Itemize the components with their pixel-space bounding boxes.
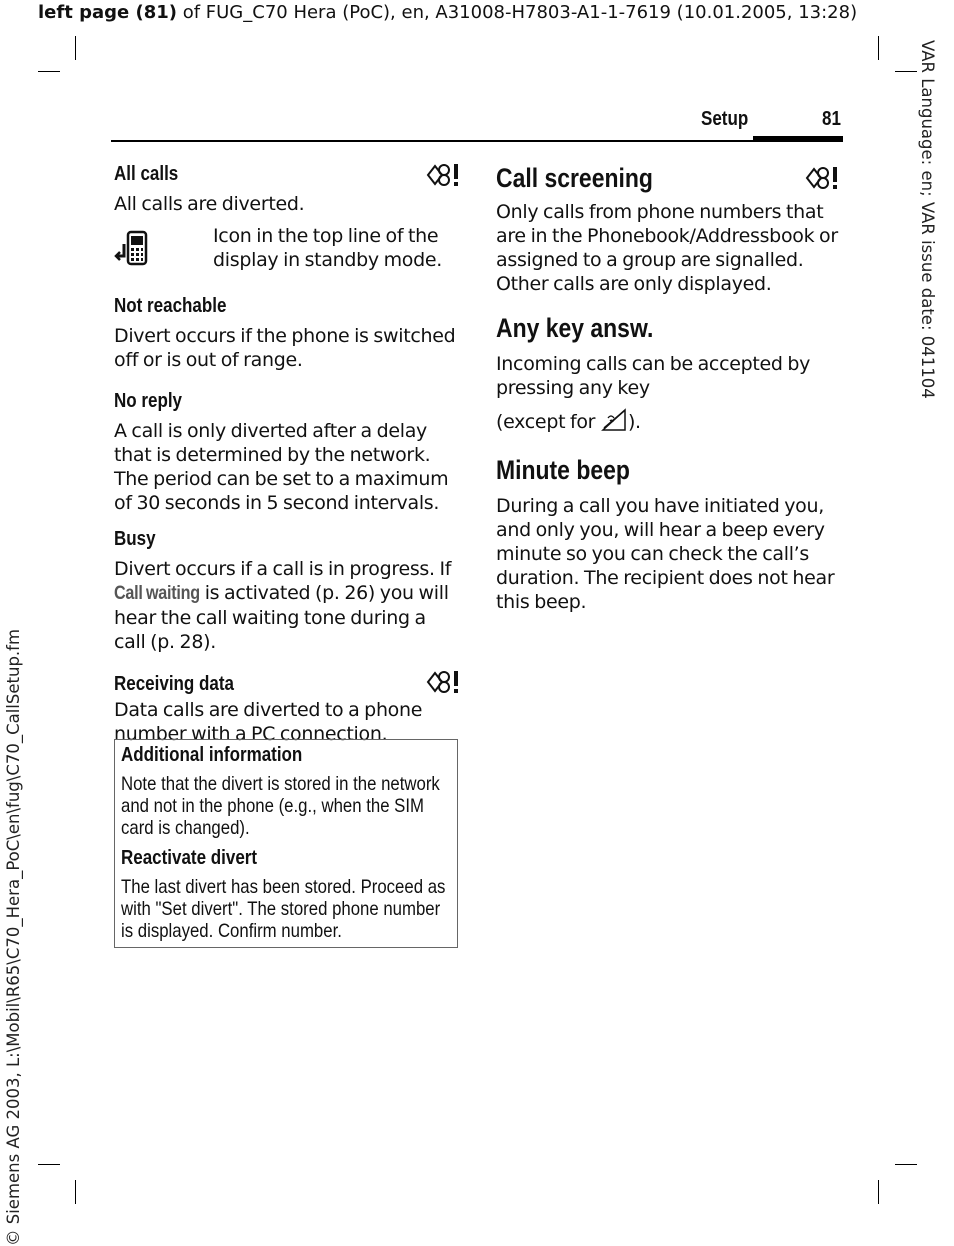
- call-screening-section: [496, 160, 841, 200]
- all-calls-heading: All calls: [114, 163, 179, 185]
- crop-mark: [895, 1164, 917, 1165]
- crop-mark: [75, 1180, 76, 1204]
- file-info-line: [38, 2, 857, 23]
- file-info-bold: left page (81): [38, 2, 177, 23]
- not-reachable-heading: Not reachable: [114, 295, 227, 317]
- right-column: [496, 160, 841, 614]
- section-title: Setup: [701, 108, 749, 130]
- network-service-icon: [426, 669, 460, 699]
- header-rule: [111, 140, 843, 142]
- copyright-path: © Siemens AG 2003, L:\Mobil\R65\C70_Hera_PoC\en\fug\C70_CallSetup.fm: [4, 628, 23, 1246]
- additional-info-box: [114, 739, 458, 948]
- crop-mark: [878, 36, 879, 60]
- no-reply-heading: No reply: [114, 390, 183, 412]
- file-info-rest: of FUG_C70 Hera (PoC), en, A31008-H7803-A1-1-7619 (10.01.2005, 13:28): [176, 2, 858, 23]
- call-screening-text: Only calls from phone numbers that are in the Phonebook/Addressbook or assigned to a group are signalled. Other calls are only displayed.: [496, 201, 838, 295]
- receiving-data-section: [114, 666, 460, 696]
- page-number: 81: [822, 108, 841, 130]
- busy-text-before: Divert occurs if a call is in progress. If: [114, 558, 452, 580]
- minute-beep-heading: Minute beep: [496, 455, 630, 485]
- receiving-data-heading: Receiving data: [114, 673, 234, 695]
- all-calls-section: [114, 160, 460, 192]
- busy-text: [114, 557, 460, 654]
- additional-info-heading: Additional information: [121, 744, 303, 766]
- receiving-data-text: Data calls are diverted to a phone number with a PC connection.: [114, 699, 423, 745]
- network-service-icon: [805, 165, 839, 195]
- any-key-text: Incoming calls can be accepted by pressing any key: [496, 353, 811, 399]
- any-key-heading: Any key answ.: [496, 313, 654, 343]
- minute-beep-text: During a call you have initiated you, and only you, will hear a beep every minute so you can check the call’s duration. The recipient does not hear this beep.: [496, 495, 835, 613]
- crop-mark: [75, 36, 76, 60]
- reactivate-divert-text: The last divert has been stored. Proceed as with "Set divert". The stored phone number is displayed. Confirm number.: [121, 876, 446, 942]
- busy-text-after: is activated (p. 26) you will hear the call waiting tone during a call (p. 28).: [114, 582, 449, 653]
- not-reachable-text: Divert occurs if the phone is switched off or is out of range.: [114, 325, 456, 371]
- header-tab-bar: [753, 136, 843, 141]
- any-key-exception: [496, 408, 841, 438]
- left-column: [114, 160, 460, 746]
- crop-mark: [878, 1180, 879, 1204]
- any-key-exception-before: (except for: [496, 411, 600, 433]
- busy-heading: Busy: [114, 528, 156, 550]
- call-divert-icon: [114, 230, 150, 270]
- additional-info-text: Note that the divert is stored in the network and not in the phone (e.g., when the SIM card is changed).: [121, 773, 440, 839]
- call-waiting-term: Call waiting: [114, 583, 200, 604]
- all-calls-text: All calls are diverted.: [114, 193, 305, 215]
- var-language-info: VAR Language: en; VAR issue date: 041104: [918, 40, 937, 399]
- no-reply-text: A call is only diverted after a delay that is determined by the network. The period can be set to a maximum of 30 seconds in 5 second intervals.: [114, 420, 449, 514]
- network-service-icon: [426, 162, 460, 192]
- crop-mark: [38, 1164, 60, 1165]
- crop-mark: [895, 71, 917, 72]
- reactivate-divert-heading: Reactivate divert: [121, 847, 258, 869]
- crop-mark: [38, 71, 60, 72]
- any-key-exception-after: ).: [627, 411, 641, 433]
- divert-icon-description: Icon in the top line of the display in standby mode.: [213, 225, 443, 271]
- call-screening-heading: Call screening: [496, 163, 653, 193]
- end-call-key-icon: [600, 408, 628, 438]
- divert-icon-row: [114, 224, 460, 280]
